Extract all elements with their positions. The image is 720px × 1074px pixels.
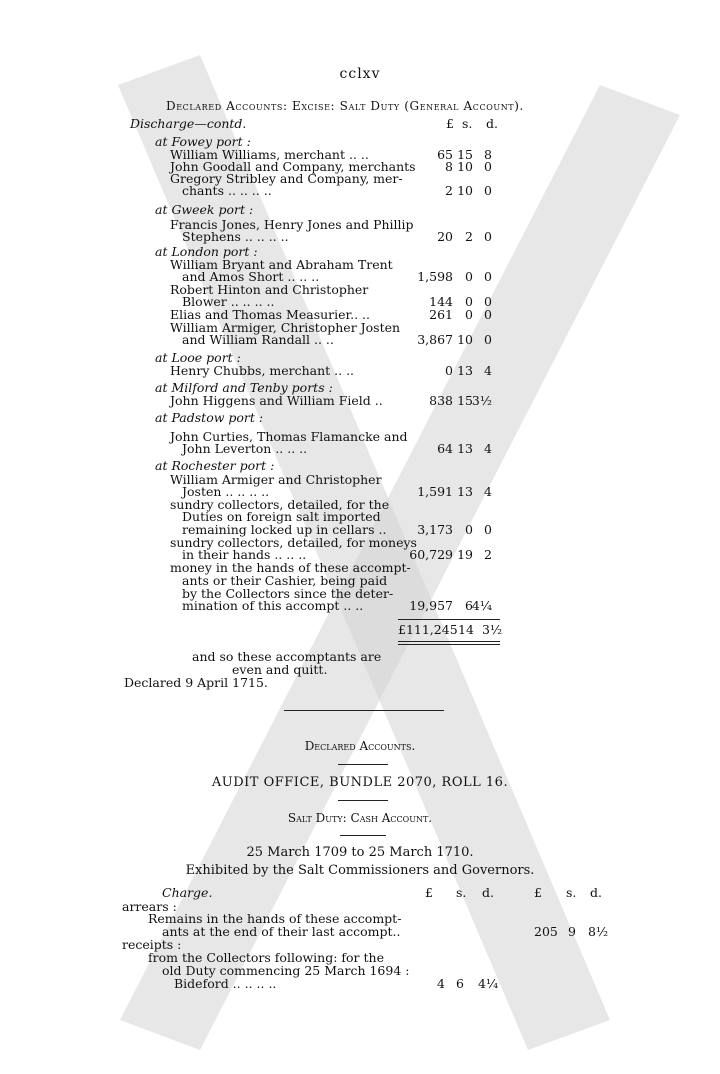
entry-shillings: 0 <box>465 269 473 284</box>
col-pence: d. <box>486 116 498 131</box>
entry-shillings: 0 <box>465 522 473 537</box>
entry-pounds: 64 <box>437 441 453 456</box>
entry-shillings: 15 <box>457 147 473 162</box>
entry-pounds: 20 <box>437 229 453 244</box>
entry-pence: 4 <box>484 484 492 499</box>
port-heading: at London port : <box>155 244 258 259</box>
section2-subtitle: Salt Duty: Cash Account. <box>287 811 433 825</box>
entry-text: in their hands .. .. .. <box>182 547 307 562</box>
account-dates: 25 March 1709 to 25 March 1710. <box>246 845 474 860</box>
entry-shillings: 2 <box>465 229 473 244</box>
col-pounds: £ <box>446 116 454 131</box>
entry-shillings: 13 <box>457 363 473 378</box>
total-shillings: 14 <box>458 622 474 637</box>
section2-rule-1 <box>338 764 388 765</box>
total-rule-bottom-2 <box>398 644 500 645</box>
entry-pounds: 1,591 <box>417 484 453 499</box>
entry-text: chants .. .. .. .. <box>182 183 272 198</box>
section2-rule-3 <box>340 835 386 836</box>
entry-text: Blower .. .. .. .. <box>182 294 275 309</box>
entry-text: and William Randall .. .. <box>182 332 334 347</box>
entry-pence: 4 <box>484 363 492 378</box>
from-line-1: from the Collectors following: for the <box>148 950 384 965</box>
entry-text: William Williams, merchant .. .. <box>170 147 369 162</box>
charge-label: Charge. <box>162 885 213 900</box>
bideford-line: Bideford .. .. .. .. <box>174 976 277 991</box>
entry-pence: 0 <box>484 307 492 322</box>
charge-col2-pence: d. <box>590 885 602 900</box>
col-shillings: s. <box>462 116 473 131</box>
section2-rule-2 <box>338 800 388 801</box>
charge-col-pounds: £ <box>425 885 433 900</box>
entry-text: Robert Hinton and Christopher <box>170 282 369 297</box>
port-heading: at Fowey port : <box>155 134 251 149</box>
charge-col2-pounds: £ <box>534 885 542 900</box>
entry-pounds: 3,173 <box>417 522 453 537</box>
entry-text: Henry Chubbs, merchant .. .. <box>170 363 355 378</box>
entry-pence: 3½ <box>471 393 492 408</box>
entry-text: John Goodall and Company, merchants <box>170 159 416 174</box>
remains-pence: 8½ <box>588 924 609 939</box>
entry-shillings: 13 <box>457 441 473 456</box>
entry-pounds: 65 <box>437 147 453 162</box>
entry-shillings: 0 <box>465 307 473 322</box>
entry-pounds: 3,867 <box>417 332 453 347</box>
entry-pence: 0 <box>484 332 492 347</box>
entry-pence: 2 <box>484 547 492 562</box>
entry-shillings: 6 <box>465 598 473 613</box>
total-rule-top <box>398 619 500 620</box>
port-heading: at Gweek port : <box>155 202 254 217</box>
entry-shillings: 10 <box>457 159 473 174</box>
exhibited-by: Exhibited by the Salt Commissioners and Governors. <box>185 863 535 878</box>
port-heading: at Rochester port : <box>155 458 275 473</box>
bideford-pence: 4¼ <box>478 976 499 991</box>
entry-shillings: 19 <box>457 547 473 562</box>
entry-pounds: 60,729 <box>409 547 453 562</box>
entry-text: ants or their Cashier, being paid <box>182 573 388 588</box>
entry-shillings: 0 <box>465 294 473 309</box>
entry-pounds: 261 <box>429 307 453 322</box>
entry-pounds: 0 <box>445 363 453 378</box>
charge-col-shillings: s. <box>456 885 467 900</box>
bideford-shillings: 6 <box>456 976 464 991</box>
entry-text: Stephens .. .. .. .. <box>182 229 289 244</box>
entry-text: Gregory Stribley and Company, mer- <box>170 171 403 186</box>
entry-text: John Higgens and William Field .. <box>170 393 383 408</box>
discharge-label: Discharge—contd. <box>130 116 247 131</box>
entry-text: Francis Jones, Henry Jones and Phillip <box>170 217 414 232</box>
entry-shillings: 15 <box>457 393 473 408</box>
remains-pounds: 205 <box>534 924 558 939</box>
section-divider <box>284 710 444 711</box>
total-rule-bottom-1 <box>398 641 500 642</box>
total-pence: 3½ <box>482 622 503 637</box>
declared-date: Declared 9 April 1715. <box>124 675 268 690</box>
port-heading: at Milford and Tenby ports : <box>155 380 333 395</box>
entry-pounds: 1,598 <box>417 269 453 284</box>
entry-text: John Leverton .. .. .. <box>182 441 308 456</box>
entry-pounds: 2 <box>445 183 453 198</box>
page-number: cclxv <box>339 66 381 82</box>
entry-text: by the Collectors since the deter- <box>182 586 394 601</box>
entry-pence: 0 <box>484 229 492 244</box>
bideford-pounds: 4 <box>437 976 445 991</box>
section2-title: Declared Accounts. <box>304 739 416 753</box>
entry-text: money in the hands of these accompt- <box>170 560 411 575</box>
remains-shillings: 9 <box>568 924 576 939</box>
entry-pence: 0 <box>484 294 492 309</box>
entry-pence: 0 <box>484 159 492 174</box>
entry-pounds: 838 <box>429 393 453 408</box>
closing-line-2: even and quitt. <box>232 662 328 677</box>
remains-line-1: Remains in the hands of these accompt- <box>148 911 402 926</box>
closing-line-1: and so these accomptants are <box>192 649 382 664</box>
charge-col-pence: d. <box>482 885 494 900</box>
charge-col2-shillings: s. <box>566 885 577 900</box>
entry-pence: 4¼ <box>471 598 492 613</box>
entry-text: William Armiger, Christopher Josten <box>170 320 401 335</box>
section-title: Declared Accounts: Excise: Salt Duty (General Account). <box>166 99 524 113</box>
entry-text: Duties on foreign salt imported <box>182 509 381 524</box>
audit-reference: AUDIT OFFICE, BUNDLE 2070, ROLL 16. <box>211 775 509 790</box>
remains-line-2: ants at the end of their last accompt.. <box>162 924 401 939</box>
total-pounds: £111,245 <box>398 622 458 637</box>
entry-text: mination of this accompt .. .. <box>182 598 364 613</box>
entry-pence: 4 <box>484 441 492 456</box>
entry-text: William Armiger and Christopher <box>170 472 382 487</box>
arrears-label: arrears : <box>122 899 177 914</box>
receipts-label: receipts : <box>122 937 182 952</box>
entry-text: John Curties, Thomas Flamancke and <box>170 429 408 444</box>
entry-pence: 8 <box>484 147 492 162</box>
entry-text: William Bryant and Abraham Trent <box>170 257 393 272</box>
entry-text: sundry collectors, detailed, for the <box>170 497 390 512</box>
entry-shillings: 13 <box>457 484 473 499</box>
entry-text: and Amos Short .. .. .. <box>182 269 320 284</box>
entry-pounds: 8 <box>445 159 453 174</box>
entry-text: sundry collectors, detailed, for moneys <box>170 535 417 550</box>
entry-text: remaining locked up in cellars .. <box>182 522 387 537</box>
entry-pence: 0 <box>484 269 492 284</box>
entry-pence: 0 <box>484 183 492 198</box>
entry-text: Elias and Thomas Measurier.. .. <box>170 307 370 322</box>
entry-text: Josten .. .. .. .. <box>182 484 270 499</box>
entry-pounds: 144 <box>429 294 453 309</box>
entry-pounds: 19,957 <box>409 598 453 613</box>
from-line-2: old Duty commencing 25 March 1694 : <box>162 963 410 978</box>
entry-pence: 0 <box>484 522 492 537</box>
port-heading: at Padstow port : <box>155 410 264 425</box>
entry-shillings: 10 <box>457 332 473 347</box>
entry-shillings: 10 <box>457 183 473 198</box>
port-heading: at Looe port : <box>155 350 241 365</box>
